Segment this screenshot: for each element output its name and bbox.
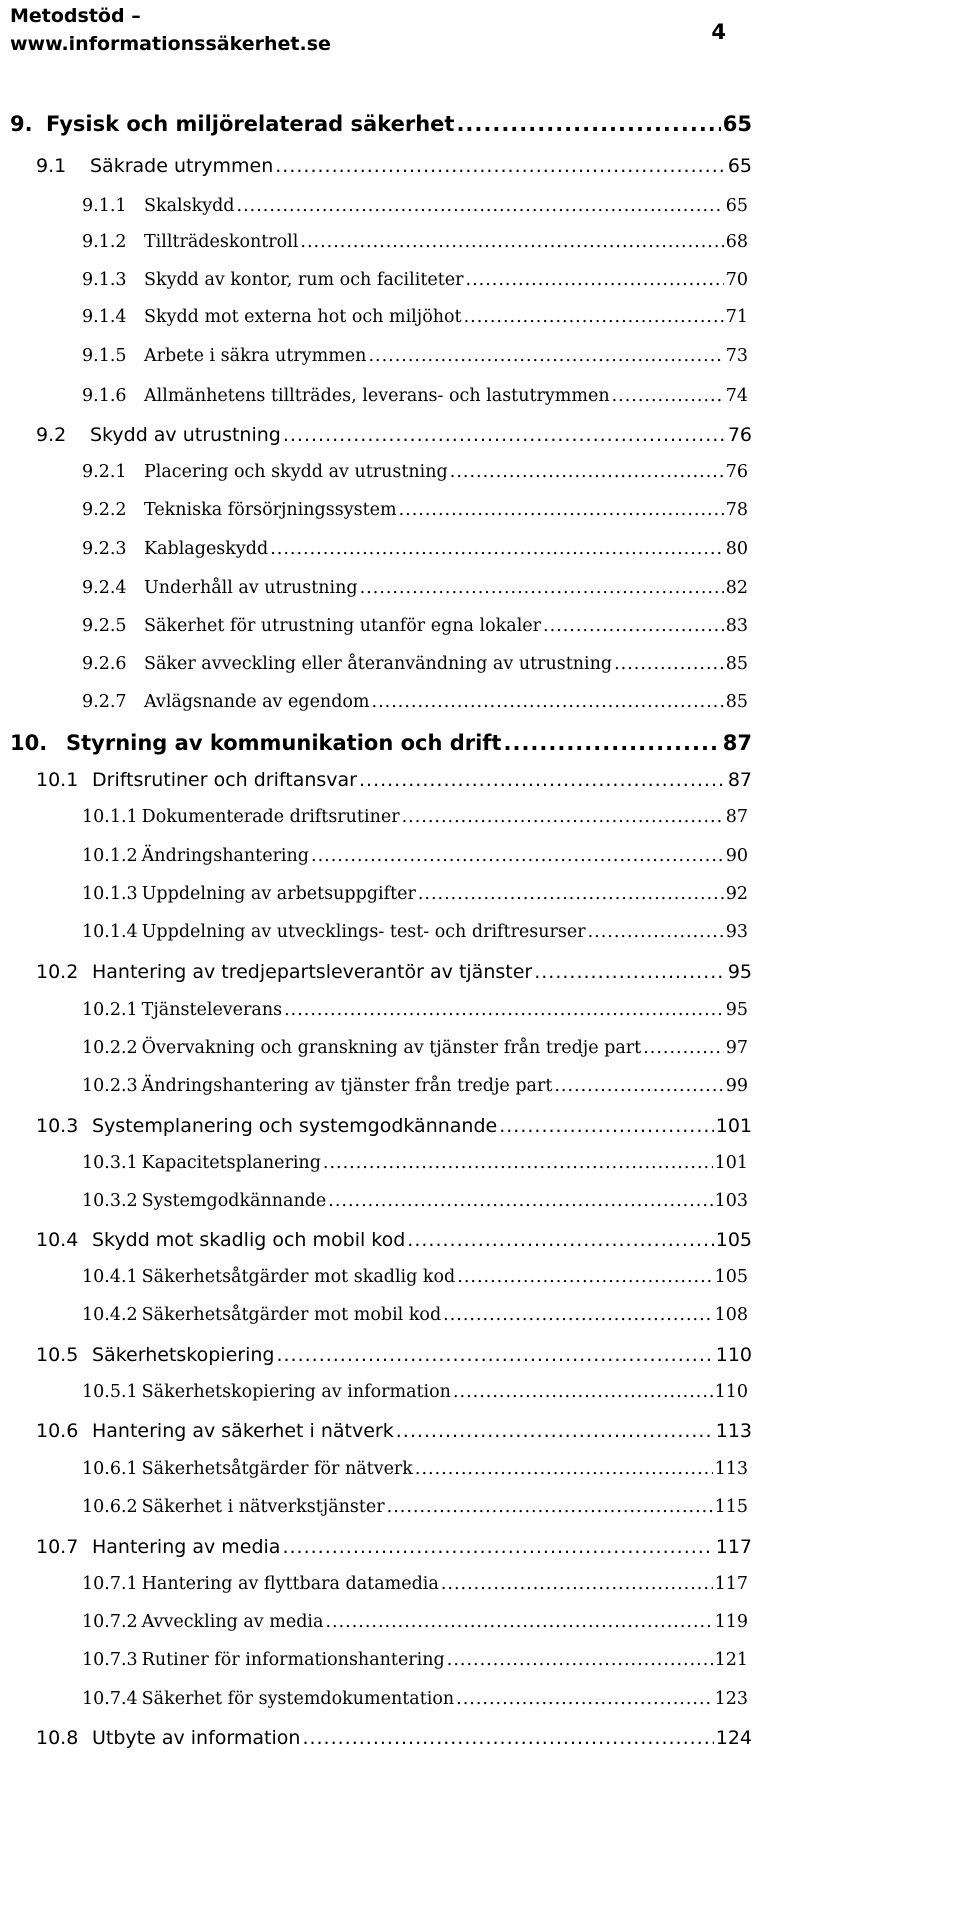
toc-dot-leader <box>447 1650 713 1670</box>
toc-section-title: Avlägsnande av egendom <box>144 692 370 712</box>
toc-page-number: 105 <box>715 1229 752 1251</box>
toc-section-title: Tekniska försörjningssystem <box>144 500 397 520</box>
toc-dot-leader <box>328 1191 712 1211</box>
toc-section-number: 9.1.2 <box>82 232 127 252</box>
toc-section-number: 10.7.4 <box>82 1689 138 1709</box>
toc-section-title: Hantering av säkerhet i nätverk <box>92 1420 394 1442</box>
toc-dot-leader <box>276 1344 713 1366</box>
toc-section-title: Skydd av kontor, rum och faciliteter <box>144 270 464 290</box>
toc-dot-leader <box>372 692 724 712</box>
toc-section-title: Underhåll av utrustning <box>144 578 358 598</box>
toc-page-number: 85 <box>725 692 748 712</box>
toc-entry-level-3[interactable] <box>82 196 748 216</box>
toc-section-title: Skydd mot externa hot och miljöhot <box>144 307 462 327</box>
toc-dot-leader <box>554 1076 723 1096</box>
toc-section-number: 10.3.2 <box>82 1191 138 1211</box>
toc-entry-level-3[interactable] <box>82 1497 748 1517</box>
toc-dot-leader <box>387 1497 713 1517</box>
toc-dot-leader <box>237 196 724 216</box>
toc-section-title: Säkerhetsåtgärder mot skadlig kod <box>141 1267 456 1287</box>
toc-page-number: 87 <box>725 807 748 827</box>
toc-section-title: Arbete i säkra utrymmen <box>144 346 367 366</box>
toc-page-number: 110 <box>714 1382 748 1402</box>
toc-section-title: Uppdelning av arbetsuppgifter <box>141 884 416 904</box>
toc-entry-level-3[interactable] <box>82 616 748 636</box>
toc-section-title: Driftsrutiner och driftansvar <box>92 769 357 791</box>
toc-dot-leader <box>418 884 724 904</box>
toc-section-number: 10.7.2 <box>82 1612 138 1632</box>
toc-section-title: Utbyte av information <box>92 1727 301 1749</box>
toc-section-number: 10.1.1 <box>82 807 138 827</box>
toc-page-number: 78 <box>725 500 748 520</box>
toc-page-number: 99 <box>725 1076 748 1096</box>
toc-section-number: 10. <box>10 731 48 755</box>
toc-entry-level-3[interactable] <box>82 692 748 712</box>
toc-entry-level-3[interactable] <box>82 1153 748 1173</box>
toc-section-number: 10.1.4 <box>82 922 138 942</box>
toc-section-number: 10.2.3 <box>82 1076 138 1096</box>
toc-entry-level-1[interactable] <box>10 731 752 755</box>
toc-section-title: Säkerhet i nätverkstjänster <box>141 1497 385 1517</box>
toc-section-number: 10.2 <box>36 961 79 983</box>
toc-entry-level-3[interactable] <box>82 1612 748 1632</box>
toc-section-title: Säkerhet för systemdokumentation <box>141 1689 455 1709</box>
toc-page-number: 71 <box>725 307 748 327</box>
toc-section-number: 10.3 <box>36 1115 79 1137</box>
toc-section-number: 9.2.3 <box>82 539 127 559</box>
toc-dot-leader <box>415 1459 713 1479</box>
toc-section-title: Tjänsteleverans <box>141 1000 283 1020</box>
toc-page-number: 70 <box>725 270 748 290</box>
toc-page-number: 123 <box>714 1689 748 1709</box>
toc-dot-leader <box>284 1000 724 1020</box>
toc-dot-leader <box>499 1115 714 1137</box>
toc-section-number: 9.2.1 <box>82 462 127 482</box>
toc-dot-leader <box>368 346 723 366</box>
toc-dot-leader <box>456 1689 712 1709</box>
toc-dot-leader <box>325 1612 712 1632</box>
toc-entry-level-3[interactable] <box>82 884 748 904</box>
toc-section-number: 9.2 <box>36 424 67 446</box>
toc-entry-level-3[interactable] <box>82 500 748 520</box>
toc-page-number: 97 <box>725 1038 748 1058</box>
toc-section-number: 10.4 <box>36 1229 79 1251</box>
toc-section-number: 9.2.2 <box>82 500 127 520</box>
toc-section-number: 10.1.2 <box>82 846 138 866</box>
toc-section-number: 9.1.1 <box>82 196 127 216</box>
toc-page-number: 76 <box>727 424 752 446</box>
toc-entry-level-1[interactable] <box>10 112 752 136</box>
toc-entry-level-3[interactable] <box>82 1267 748 1287</box>
toc-page-number: 121 <box>714 1650 748 1670</box>
toc-section-title: Placering och skydd av utrustning <box>144 462 448 482</box>
toc-dot-leader <box>396 1420 714 1442</box>
toc-section-title: Ändringshantering av tjänster från tredje part <box>141 1076 553 1096</box>
toc-section-number: 9.2.4 <box>82 578 127 598</box>
toc-page-number: 93 <box>725 922 748 942</box>
toc-section-title: Säkrade utrymmen <box>90 155 274 177</box>
toc-dot-leader <box>359 769 726 791</box>
toc-section-number: 10.1.3 <box>82 884 138 904</box>
toc-page-number: 101 <box>714 1153 748 1173</box>
toc-section-number: 9.1.3 <box>82 270 127 290</box>
toc-section-title: Styrning av kommunikation och drift <box>66 731 502 755</box>
toc-section-number: 9.2.7 <box>82 692 127 712</box>
toc-page-number: 83 <box>725 616 748 636</box>
toc-page-number: 105 <box>714 1267 748 1287</box>
toc-section-number: 10.3.1 <box>82 1153 138 1173</box>
toc-page-number: 115 <box>714 1497 748 1517</box>
toc-section-number: 10.6 <box>36 1420 79 1442</box>
toc-dot-leader <box>283 424 726 446</box>
toc-entry-level-3[interactable] <box>82 386 748 406</box>
toc-page-number: 124 <box>715 1727 752 1749</box>
toc-page-number: 65 <box>727 155 752 177</box>
toc-section-title: Säkerhetsåtgärder mot mobil kod <box>141 1305 442 1325</box>
toc-entry-level-3[interactable] <box>82 922 748 942</box>
toc-section-number: 9.1.5 <box>82 346 127 366</box>
toc-page-number: 87 <box>727 769 752 791</box>
toc-page-number: 101 <box>715 1115 752 1137</box>
toc-section-title: Säker avveckling eller återanvändning av utrustning <box>144 654 613 674</box>
toc-entry-level-3[interactable] <box>82 1459 748 1479</box>
toc-section-number: 10.8 <box>36 1727 79 1749</box>
toc-dot-leader <box>464 307 724 327</box>
toc-section-number: 10.4.2 <box>82 1305 138 1325</box>
toc-dot-leader <box>402 807 724 827</box>
toc-entry-level-2[interactable] <box>36 155 752 177</box>
toc-page-number: 73 <box>725 346 748 366</box>
toc-section-title: Hantering av flyttbara datamedia <box>141 1574 439 1594</box>
toc-entry-level-3[interactable] <box>82 307 748 327</box>
toc-section-title: Hantering av media <box>92 1536 281 1558</box>
toc-page-number: 90 <box>725 846 748 866</box>
toc-page-number: 74 <box>725 386 748 406</box>
document-header <box>10 2 331 58</box>
toc-page-number: 108 <box>714 1305 748 1325</box>
header-title: Metodstöd – <box>10 5 141 27</box>
toc-page-number: 82 <box>725 578 748 598</box>
toc-page-number: 103 <box>714 1191 748 1211</box>
toc-page-number: 117 <box>714 1574 748 1594</box>
toc-section-title: Dokumenterade driftsrutiner <box>141 807 400 827</box>
toc-page-number: 80 <box>725 539 748 559</box>
toc-section-title: Avveckling av media <box>141 1612 324 1632</box>
toc-entry-level-3[interactable] <box>82 1382 748 1402</box>
toc-section-title: Säkerhetskopiering av information <box>141 1382 451 1402</box>
toc-section-title: Allmänhetens tillträdes, leverans- och lastutrymmen <box>144 386 610 406</box>
toc-dot-leader <box>407 1229 713 1251</box>
toc-section-title: Fysisk och miljörelaterad säkerhet <box>46 112 455 136</box>
toc-page-number: 76 <box>725 462 748 482</box>
toc-dot-leader <box>588 922 724 942</box>
toc-section-number: 10.6.1 <box>82 1459 138 1479</box>
toc-section-number: 10.5.1 <box>82 1382 138 1402</box>
toc-dot-leader <box>302 1727 713 1749</box>
toc-page-number: 119 <box>714 1612 748 1632</box>
toc-section-title: Övervakning och granskning av tjänster från tredje part <box>141 1038 642 1058</box>
toc-section-number: 9.1.6 <box>82 386 127 406</box>
toc-dot-leader <box>399 500 724 520</box>
toc-dot-leader <box>503 731 720 755</box>
toc-dot-leader <box>443 1305 712 1325</box>
toc-entry-level-3[interactable] <box>82 462 748 482</box>
toc-section-number: 9.1.4 <box>82 307 127 327</box>
toc-page-number: 68 <box>725 232 748 252</box>
toc-section-number: 10.2.1 <box>82 1000 138 1020</box>
toc-entry-level-2[interactable] <box>36 1420 752 1442</box>
toc-page-number: 117 <box>715 1536 752 1558</box>
toc-entry-level-3[interactable] <box>82 270 748 290</box>
toc-section-title: Hantering av tredjepartsleverantör av tjänster <box>92 961 533 983</box>
toc-section-number: 10.1 <box>36 769 79 791</box>
toc-section-title: Tillträdeskontroll <box>144 232 299 252</box>
toc-dot-leader <box>457 1267 712 1287</box>
toc-dot-leader <box>282 1536 713 1558</box>
toc-dot-leader <box>275 155 726 177</box>
toc-dot-leader <box>300 232 723 252</box>
toc-page-number: 65 <box>725 196 748 216</box>
toc-entry-level-3[interactable] <box>82 1000 748 1020</box>
toc-entry-level-2[interactable] <box>36 1229 752 1251</box>
toc-section-number: 10.2.2 <box>82 1038 138 1058</box>
toc-entry-level-2[interactable] <box>36 1344 752 1366</box>
header-website: www.informationssäkerhet.se <box>10 33 331 55</box>
toc-section-title: Skydd av utrustning <box>90 424 281 446</box>
toc-dot-leader <box>534 961 726 983</box>
toc-page-number: 95 <box>727 961 752 983</box>
toc-section-title: Uppdelning av utvecklings- test- och driftresurser <box>141 922 586 942</box>
toc-dot-leader <box>543 616 724 636</box>
toc-section-title: Kapacitetsplanering <box>141 1153 321 1173</box>
toc-section-title: Kablageskydd <box>144 539 269 559</box>
toc-section-title: Systemgodkännande <box>141 1191 327 1211</box>
toc-section-number: 9.2.5 <box>82 616 127 636</box>
toc-dot-leader <box>643 1038 724 1058</box>
toc-section-title: Säkerhetsåtgärder för nätverk <box>141 1459 413 1479</box>
toc-entry-level-3[interactable] <box>82 232 748 252</box>
toc-section-title: Systemplanering och systemgodkännande <box>92 1115 498 1137</box>
toc-page-number: 110 <box>715 1344 752 1366</box>
toc-entry-level-3[interactable] <box>82 1038 748 1058</box>
toc-section-title: Skydd mot skadlig och mobil kod <box>92 1229 406 1251</box>
toc-entry-level-2[interactable] <box>36 1536 752 1558</box>
toc-dot-leader <box>453 1382 713 1402</box>
toc-dot-leader <box>311 846 724 866</box>
toc-page-number: 113 <box>714 1459 748 1479</box>
toc-dot-leader <box>360 578 724 598</box>
toc-section-number: 10.7.3 <box>82 1650 138 1670</box>
toc-entry-level-3[interactable] <box>82 578 748 598</box>
toc-dot-leader <box>612 386 724 406</box>
toc-section-title: Säkerhet för utrustning utanför egna lokaler <box>144 616 542 636</box>
toc-section-number: 10.4.1 <box>82 1267 138 1287</box>
toc-page-number: 113 <box>715 1420 752 1442</box>
toc-section-number: 10.5 <box>36 1344 79 1366</box>
toc-page-number: 92 <box>725 884 748 904</box>
toc-section-number: 10.6.2 <box>82 1497 138 1517</box>
toc-entry-level-3[interactable] <box>82 1305 748 1325</box>
toc-section-number: 10.7.1 <box>82 1574 138 1594</box>
toc-entry-level-3[interactable] <box>82 346 748 366</box>
toc-section-title: Skalskydd <box>144 196 235 216</box>
toc-dot-leader <box>441 1574 713 1594</box>
toc-entry-level-2[interactable] <box>36 1727 752 1749</box>
toc-page-number: 85 <box>725 654 748 674</box>
toc-entry-level-3[interactable] <box>82 1191 748 1211</box>
toc-dot-leader <box>614 654 724 674</box>
toc-entry-level-3[interactable] <box>82 654 748 674</box>
toc-entry-level-3[interactable] <box>82 1076 748 1096</box>
toc-entry-level-3[interactable] <box>82 1574 748 1594</box>
toc-section-number: 9.2.6 <box>82 654 127 674</box>
toc-section-title: Ändringshantering <box>141 846 309 866</box>
toc-entry-level-3[interactable] <box>82 539 748 559</box>
toc-dot-leader <box>450 462 724 482</box>
toc-section-title: Säkerhetskopiering <box>92 1344 275 1366</box>
toc-page-number: 65 <box>722 112 752 136</box>
toc-dot-leader <box>270 539 724 559</box>
toc-entry-level-2[interactable] <box>36 769 752 791</box>
toc-entry-level-3[interactable] <box>82 1689 748 1709</box>
toc-dot-leader <box>323 1153 713 1173</box>
toc-section-number: 10.7 <box>36 1536 79 1558</box>
toc-section-number: 9. <box>10 112 33 136</box>
page-number: 4 <box>711 20 726 44</box>
toc-entry-level-3[interactable] <box>82 846 748 866</box>
toc-entry-level-2[interactable] <box>36 424 752 446</box>
toc-entry-level-2[interactable] <box>36 1115 752 1137</box>
toc-page-number: 95 <box>725 1000 748 1020</box>
toc-entry-level-3[interactable] <box>82 807 748 827</box>
toc-dot-leader <box>466 270 724 290</box>
toc-page-number: 87 <box>722 731 752 755</box>
toc-section-title: Rutiner för informationshantering <box>141 1650 445 1670</box>
toc-section-number: 9.1 <box>36 155 67 177</box>
toc-entry-level-2[interactable] <box>36 961 752 983</box>
toc-dot-leader <box>456 112 720 136</box>
toc-entry-level-3[interactable] <box>82 1650 748 1670</box>
